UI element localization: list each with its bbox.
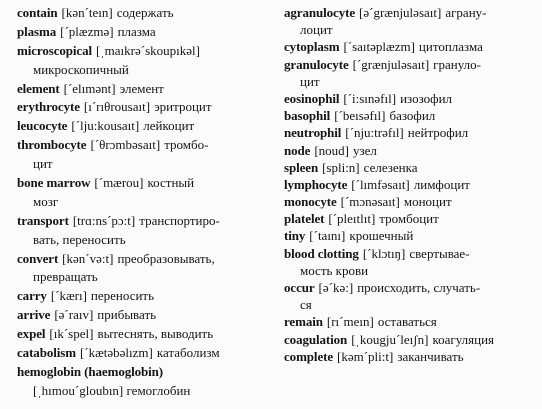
entry-first-line (284, 348, 538, 365)
headword: node (284, 142, 311, 158)
translation: свертывае- (409, 245, 470, 261)
translation: аграну- (445, 5, 487, 20)
translation: костный (147, 175, 195, 191)
pronunciation: [ıkˊspel] (49, 326, 94, 342)
entry-first-line (284, 90, 538, 107)
translation: тромбо- (164, 137, 209, 153)
entry-first-line (284, 56, 538, 73)
vocabulary-entry (17, 136, 269, 174)
translation: нейтрофил (407, 125, 469, 141)
headword: arrive (17, 307, 51, 323)
headword: remain (284, 314, 323, 330)
pronunciation: [ˌkougjuˊleıʃn] (351, 331, 429, 347)
headword: catabolism (17, 345, 76, 361)
entry-first-line (284, 193, 538, 210)
vocabulary-entry (17, 363, 269, 401)
headword: contain (17, 5, 58, 20)
translation-continuation: превращать (33, 269, 98, 285)
vocabulary-entry (284, 176, 538, 193)
entry-first-line (284, 245, 538, 262)
translation: происходить, случать- (357, 280, 481, 295)
translation: тромбоцит (379, 211, 439, 227)
vocabulary-entry (284, 210, 538, 227)
vocabulary-entry (17, 80, 269, 99)
entry-first-line (17, 117, 269, 136)
entry-first-line (17, 42, 269, 61)
vocabulary-column-left (17, 4, 269, 401)
pronunciation: [ˊθrɔmbəsaıt] (90, 137, 161, 153)
translation-continuation: [ˌhımouˊgloubın] гемоглобин (33, 382, 191, 398)
translation-continuation: мость крови (300, 262, 369, 278)
entry-first-line (17, 250, 269, 269)
headword: occur (284, 280, 315, 295)
vocabulary-entry (17, 212, 269, 250)
pronunciation: [əˊraıv] (54, 307, 94, 323)
vocabulary-entry (284, 124, 538, 141)
pronunciation: [ˊplæzmə] (60, 23, 114, 39)
translation-continuation: микроскопичный (33, 61, 129, 77)
entry-first-line (284, 227, 538, 244)
vocabulary-entry (17, 325, 269, 344)
vocabulary-entry (284, 38, 538, 55)
headword: lymphocyte (284, 176, 348, 192)
entry-first-line (284, 142, 538, 159)
vocabulary-entry (284, 279, 538, 313)
headword: thrombocyte (17, 137, 87, 153)
translation-continuation: вать, переносить (33, 231, 126, 247)
translation: эритроцит (154, 99, 212, 115)
vocabulary-entry (284, 159, 538, 176)
vocabulary-entry (284, 331, 538, 348)
translation: прибывать (97, 307, 157, 323)
translation: изозофил (400, 90, 453, 106)
vocabulary-entry (284, 245, 538, 279)
translation: грануло- (433, 56, 481, 72)
vocabulary-entry (284, 56, 538, 90)
pronunciation: [ˊmɔnəsaıt] (340, 194, 400, 210)
translation: селезенка (363, 159, 418, 175)
pronunciation: [spli:n] (322, 159, 360, 175)
entry-first-line (284, 4, 538, 21)
headword: bone marrow (17, 175, 91, 191)
headword: convert (17, 250, 59, 266)
headword: basophil (284, 108, 331, 124)
headword: microscopical (17, 42, 92, 58)
pronunciation: [əˊgrænjuləsaıt] (359, 5, 442, 20)
translation-continuation: цит (33, 156, 53, 172)
entry-first-line (284, 331, 538, 348)
headword: neutrophil (284, 125, 342, 141)
entry-first-line (17, 306, 269, 325)
vocabulary-entry (17, 174, 269, 212)
headword: element (17, 80, 60, 96)
vocabulary-entry (17, 306, 269, 325)
pronunciation: [ˊlju:kousaıt] (71, 118, 140, 134)
pronunciation: [noud] (314, 142, 350, 158)
headword: carry (17, 288, 47, 304)
vocabulary-entry (17, 4, 269, 23)
vocabulary-entry (17, 98, 269, 117)
headword: complete (284, 348, 334, 364)
vocabulary-entry (17, 42, 269, 80)
pronunciation: [kəmˊpli:t] (337, 348, 394, 364)
pronunciation: [ˊkætəbəlızm] (79, 345, 153, 361)
translation: узел (353, 142, 377, 158)
pronunciation: [ˊkærı] (50, 288, 87, 304)
translation: базофил (389, 108, 436, 124)
translation: моноцит (403, 194, 452, 210)
pronunciation: [ˊsaıtəplæzm] (343, 39, 415, 55)
entry-first-line (284, 124, 538, 141)
pronunciation: [ıˊrıθrousaıt] (83, 99, 151, 115)
entry-first-line (284, 38, 538, 55)
vocabulary-entry (284, 227, 538, 244)
pronunciation: [kənˊvə:t] (62, 250, 114, 266)
translation: лейкоцит (143, 118, 195, 134)
headword: plasma (17, 23, 57, 39)
headword: hemoglobin (haemoglobin) (17, 363, 164, 379)
pronunciation: [ˌmaıkrəˊskoupıkəl] (96, 42, 200, 58)
entry-first-line (17, 80, 269, 99)
vocabulary-entry (284, 348, 538, 365)
entry-first-line (17, 344, 269, 363)
translation: преобразовывать, (117, 250, 215, 266)
entry-first-line (284, 210, 538, 227)
entry-first-line (17, 98, 269, 117)
entry-first-line (284, 313, 538, 330)
headword: monocyte (284, 194, 337, 210)
headword: blood clotting (284, 245, 359, 261)
pronunciation: [ˊtaını] (309, 228, 346, 244)
entry-first-line (17, 136, 269, 155)
headword: platelet (284, 211, 325, 227)
translation: плазма (117, 23, 156, 39)
pronunciation: [ˊnju:trəfıl] (345, 125, 404, 141)
pronunciation: [ˊklɔtıŋ] (362, 245, 406, 261)
entry-first-line (17, 287, 269, 306)
translation: содержать (116, 5, 174, 20)
entry-first-line (17, 363, 269, 382)
vocabulary-entry (284, 4, 538, 38)
vocabulary-entry (17, 117, 269, 136)
translation: цитоплазма (418, 39, 483, 55)
headword: eosinophil (284, 90, 340, 106)
entry-first-line (17, 23, 269, 42)
vocabulary-entry (17, 23, 269, 42)
pronunciation: [trɑ:nsˊpɔ:t] (72, 212, 136, 228)
vocabulary-entry (284, 107, 538, 124)
headword: tiny (284, 228, 306, 244)
vocabulary-entry (17, 287, 269, 306)
vocabulary-entry (284, 313, 538, 330)
translation-continuation: ся (300, 297, 312, 313)
pronunciation: [ˊelımənt] (63, 80, 116, 96)
translation-continuation: мозг (33, 193, 59, 209)
entry-first-line (17, 4, 269, 23)
translation: катаболизм (156, 345, 220, 361)
entry-first-line (17, 325, 269, 344)
pronunciation: [ˊbeısəfıl] (334, 108, 386, 124)
pronunciation: [əˊkə:] (318, 280, 354, 295)
pronunciation: [ˊgrænjuləsaıt] (352, 56, 430, 72)
translation: лимфоцит (413, 176, 470, 192)
headword: agranulocyte (284, 5, 356, 20)
pronunciation: [ˊlımfəsaıt] (351, 176, 410, 192)
entry-first-line (17, 212, 269, 231)
vocabulary-entry (17, 250, 269, 288)
pronunciation: [ˊi:sınəfıl] (343, 90, 397, 106)
entry-first-line (284, 279, 538, 296)
headword: cytoplasm (284, 39, 340, 55)
entry-first-line (17, 174, 269, 193)
translation: вытеснять, выводить (97, 326, 214, 342)
vocabulary-entry (284, 193, 538, 210)
headword: transport (17, 212, 69, 228)
headword: leucocyte (17, 118, 68, 134)
pronunciation: [ˊmærou] (94, 175, 144, 191)
translation: элемент (119, 80, 164, 96)
translation-continuation: цит (300, 73, 320, 89)
translation: транспортиро- (139, 212, 220, 228)
headword: coagulation (284, 331, 348, 347)
headword: expel (17, 326, 46, 342)
translation: заканчивать (397, 348, 464, 364)
translation-continuation: лоцит (300, 22, 333, 38)
translation: оставаться (377, 314, 437, 330)
vocabulary-entry (17, 344, 269, 363)
entry-first-line (284, 176, 538, 193)
entry-first-line (284, 107, 538, 124)
headword: spleen (284, 159, 319, 175)
entry-first-line (284, 159, 538, 176)
headword: granulocyte (284, 56, 349, 72)
pronunciation: [rıˊmeın] (326, 314, 374, 330)
translation: переносить (90, 288, 155, 304)
translation: коагуляция (432, 331, 494, 347)
vocabulary-entry (284, 90, 538, 107)
headword: erythrocyte (17, 99, 80, 115)
pronunciation: [ˊpleıtlıt] (328, 211, 376, 227)
vocabulary-entry (284, 142, 538, 159)
pronunciation: [kənˊteın] (61, 5, 113, 20)
vocabulary-column-right (284, 4, 538, 365)
translation: крошечный (349, 228, 414, 244)
